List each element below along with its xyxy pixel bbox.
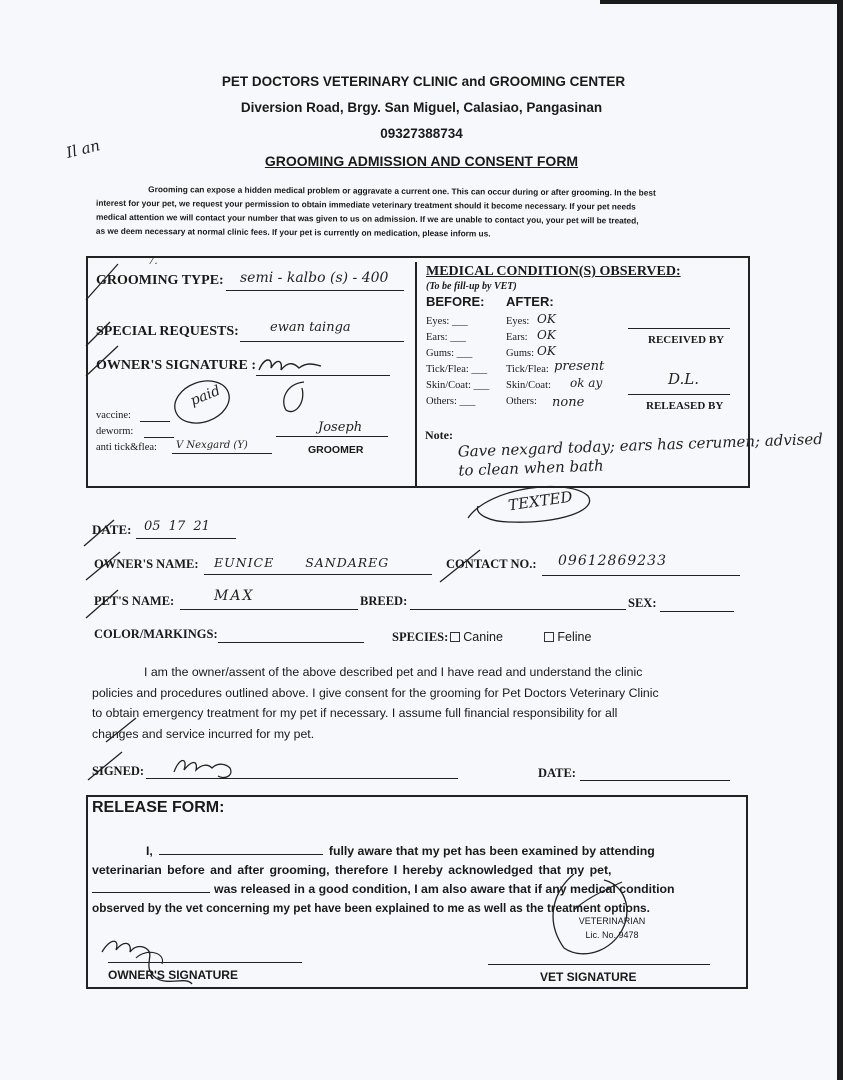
feline-label: Feline (557, 630, 592, 644)
after-value-ears[interactable]: OK (537, 328, 556, 342)
medical-subtitle: (To be fill-up by VET) (426, 281, 517, 292)
before-item: Others: ___ (426, 396, 476, 407)
special-requests-value[interactable]: ewan tainga (270, 320, 351, 335)
color-label: COLOR/MARKINGS: (94, 627, 218, 641)
vet-stamp-title: VETERINARIAN (578, 916, 646, 926)
release-line: was released in a good condition, I am also aware that if any medical condition (214, 882, 675, 896)
before-item: Eyes: ___ (426, 316, 468, 327)
intro-line: medical attention we will contact your number that was given to us on admission. If we are unable to contact you, your pet will be treated, (95, 211, 639, 226)
clinic-name: PET DOCTORS VETERINARY CLINIC and GROOMING CENTER (221, 74, 626, 89)
sex-label: SEX: (628, 596, 657, 610)
intro-line: interest for your pet, we request your permission to obtain immediate veterinary treatment should it become necessary. If your pet needs (96, 197, 636, 212)
note-label: Note: (425, 428, 453, 442)
before-item: Skin/Coat: ___ (426, 380, 490, 391)
after-value-others[interactable]: none (552, 395, 585, 410)
before-label: BEFORE: (426, 294, 485, 309)
paid-stamp: paid (188, 382, 223, 410)
pet-name-value[interactable]: MAX (214, 588, 255, 604)
special-requests-label: SPECIAL REQUESTS: (96, 324, 239, 339)
after-item: Skin/Coat: (506, 380, 551, 391)
released-initials[interactable]: D.L. (668, 370, 699, 388)
note-value[interactable]: Gave nexgard today; ears has cerumen; advised to clean when bath (457, 429, 824, 480)
grooming-type-value[interactable]: semi - kalbo (s) - 400 (240, 270, 389, 286)
breed-label: BREED: (360, 594, 408, 608)
owner-sig-label: OWNER'S SIGNATURE (108, 968, 238, 982)
owner-name-label: OWNER'S NAME: (94, 557, 199, 571)
signed-date-label: DATE: (538, 766, 576, 780)
deworm-label: deworm: (96, 426, 134, 437)
after-item: Others: (506, 396, 537, 407)
owner-name-value[interactable]: EUNICE SANDAREG (214, 555, 390, 570)
canine-label: Canine (463, 630, 503, 644)
received-by-label: RECEIVED BY (648, 334, 725, 346)
after-item: Eyes: (506, 316, 530, 327)
species-label: SPECIES: (392, 630, 449, 644)
after-item: Gums: (506, 348, 535, 359)
after-item: Tick/Flea: (506, 364, 549, 375)
date-label: DATE: (92, 522, 132, 537)
margin-note: Il an (64, 136, 102, 162)
consent-line: changes and service incurred for my pet. (92, 726, 315, 741)
after-value-eyes[interactable]: OK (537, 312, 556, 326)
before-item: Ears: ___ (426, 332, 466, 343)
consent-line: to obtain emergency treatment for my pet if necessary. I assume full financial responsibility for all (92, 706, 618, 720)
date-value[interactable]: 05 17 21 (144, 519, 210, 534)
texted-stamp: TEXTED (507, 487, 574, 515)
after-value-tick[interactable]: present (554, 359, 605, 374)
after-value-skin[interactable]: ok ay (570, 376, 603, 390)
after-label: AFTER: (506, 294, 554, 309)
entry-mark: 7. (148, 256, 158, 267)
before-item: Tick/Flea: ___ (426, 364, 488, 375)
medical-title: MEDICAL CONDITION(S) OBSERVED: (426, 264, 681, 279)
owner-signature-label: OWNER'S SIGNATURE : (96, 358, 256, 373)
groomer-label: GROOMER (308, 444, 364, 456)
form-title: GROOMING ADMISSION AND CONSENT FORM (264, 153, 579, 169)
released-by-label: RELEASED BY (646, 400, 724, 412)
signed-label: SIGNED: (92, 764, 145, 778)
vet-sig-label: VET SIGNATURE (540, 970, 637, 984)
vet-stamp-license: Lic. No. 9478 (585, 930, 639, 940)
grooming-type-label: GROOMING TYPE: (96, 273, 224, 288)
release-i: I, (146, 844, 153, 858)
consent-line: policies and procedures outlined above. I give consent for the grooming for Pet Doctors Veterinary Clinic (92, 685, 659, 700)
clinic-address: Diversion Road, Brgy. San Miguel, Calasiao, Pangasinan (240, 100, 603, 115)
pet-name-label: PET'S NAME: (94, 594, 175, 608)
antitick-value[interactable]: V Nexgard (Y) (176, 440, 248, 451)
consent-line: I am the owner/assent of the above described pet and I have read and understand the clinic (144, 665, 643, 679)
contact-label: CONTACT NO.: (446, 557, 537, 571)
antitick-label: anti tick&flea: (96, 442, 157, 453)
release-line: observed by the vet concerning my pet have been explained to me as well as the treatment options. (92, 901, 650, 915)
contact-value[interactable]: 09612869233 (558, 553, 667, 569)
vaccine-label: vaccine: (96, 410, 131, 421)
release-title: RELEASE FORM: (92, 799, 225, 816)
before-item: Gums: ___ (426, 348, 473, 359)
intro-line: as we deem necessary at normal clinic fees. If your pet is currently on medication, please inform us. (95, 225, 491, 239)
after-item: Ears: (506, 332, 528, 343)
release-line: veterinarian before and after grooming, therefore I hereby acknowledged that my pet, (92, 863, 612, 877)
intro-line: Grooming can expose a hidden medical problem or aggravate a current one. This can occur during or after grooming. In the best (148, 184, 656, 198)
groomer-value[interactable]: Joseph (318, 420, 363, 435)
release-line: fully aware that my pet has been examined by attending (328, 844, 655, 858)
after-value-gums[interactable]: OK (537, 344, 556, 358)
clinic-phone: 09327388734 (380, 126, 463, 141)
